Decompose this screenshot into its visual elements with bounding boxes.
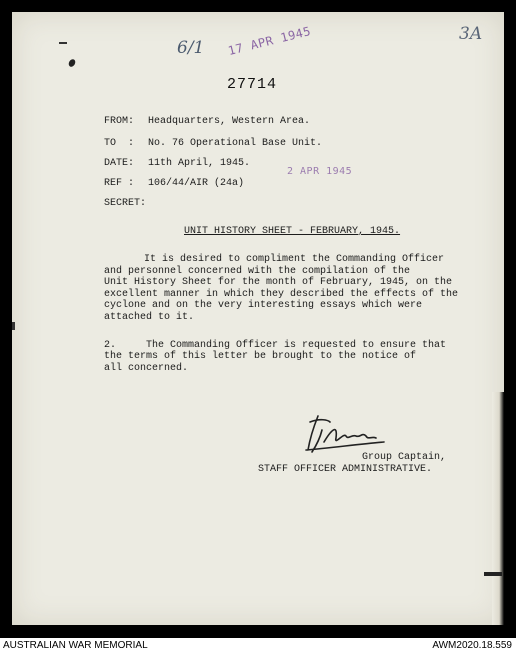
footer-source: AUSTRALIAN WAR MEMORIAL	[3, 640, 148, 651]
para1-line: cyclone and on the very interesting essays which were	[104, 300, 423, 311]
para2-line: all concerned.	[104, 363, 189, 374]
ink-blot	[67, 58, 76, 68]
to-value: No. 76 Operational Base Unit.	[148, 138, 323, 149]
handwritten-signature	[300, 412, 390, 456]
letter-heading: UNIT HISTORY SHEET - FEBRUARY, 1945.	[184, 226, 401, 237]
page-annotation: 3A	[459, 24, 483, 44]
from-value: Headquarters, Western Area.	[148, 116, 311, 127]
para2-line: the terms of this letter be brought to the notice of	[104, 351, 417, 362]
footer-bar	[0, 638, 516, 653]
date-label: DATE:	[104, 158, 135, 169]
date-value: 11th April, 1945.	[148, 158, 251, 169]
para1-line: and personnel concerned with the compilation of the	[104, 266, 411, 277]
footer-accession: AWM2020.18.559	[432, 640, 512, 651]
edge-mark	[12, 322, 15, 330]
damage-mark	[484, 572, 502, 576]
letter-page	[12, 12, 504, 625]
signatory-title: STAFF OFFICER ADMINISTRATIVE.	[258, 464, 433, 475]
para1-line: attached to it.	[104, 312, 195, 323]
from-label: FROM:	[104, 116, 135, 127]
para1-line: Unit History Sheet for the month of February, 1945, on the	[104, 277, 453, 288]
to-label: TO :	[104, 138, 135, 149]
document-number: 27714	[227, 76, 278, 93]
folio-annotation: 6/1	[177, 38, 205, 58]
para2-line: 2. The Commanding Officer is requested to ensure that	[104, 340, 447, 351]
para1-line: excellent manner in which they described the effects of the	[104, 289, 459, 300]
signatory-rank: Group Captain,	[362, 452, 447, 463]
date-stamp: 2 APR 1945	[287, 166, 353, 177]
received-date-stamp: 17 APR 1945	[226, 23, 313, 59]
punch-mark	[59, 42, 67, 44]
para1-line: It is desired to compliment the Commanding Officer	[144, 254, 445, 265]
ref-value: 106/44/AIR (24a)	[148, 178, 245, 189]
torn-edge	[492, 392, 504, 625]
ref-label: REF :	[104, 178, 135, 189]
secret-label: SECRET:	[104, 198, 147, 209]
